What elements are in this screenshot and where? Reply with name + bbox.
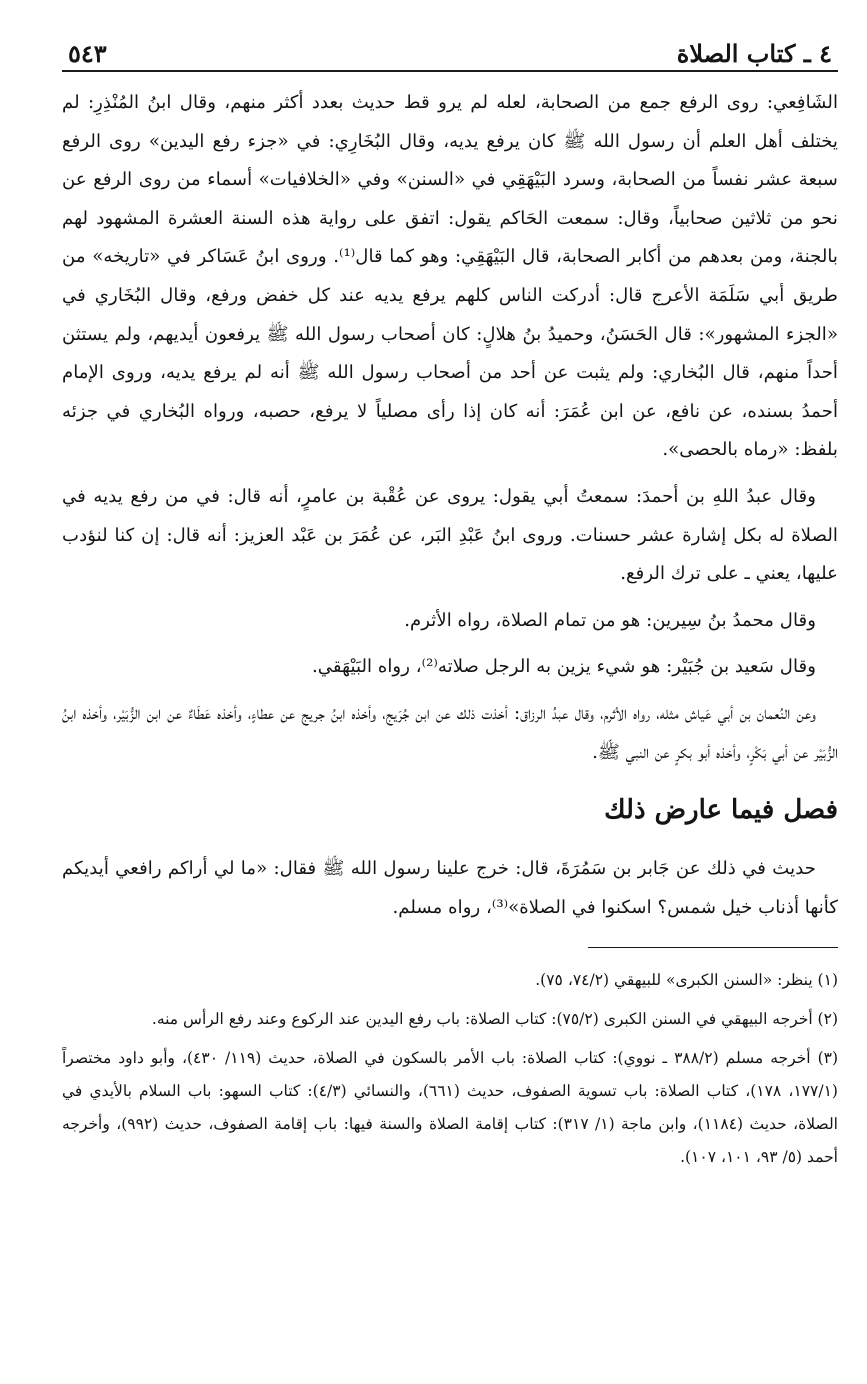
footnote: (٢) أخرجه البيهقي في السنن الكبرى (٧٥/٢): كتاب الصلاة: باب رفع اليدين عند الركوع وعند رفع الرأس منه. xyxy=(151,1010,838,1029)
paragraph: وعن النُعمان بن أبي عَياش مثله، رواه الأثرم، وقال عبدُ الرزاق: أخذت ذلك عن ابن جُرَيج، وأخذه ابنُ جريج عن عطاءٍ، وأخذه عَطَاءٌ عن ابن الزُّبَيْر، وأخذه ابنُ الزُّبَيْر عن أبي بَكْرٍ، وأخذه أبو بكرٍ عن النبي ﷺ. xyxy=(62,702,838,763)
running-header xyxy=(62,28,838,72)
page-number: ٥٤٣ xyxy=(68,39,107,68)
paragraph: الشَافِعي: روى الرفع جمع من الصحابة، لعله لم يرو قط حديث بعدد أكثر منهم، وقال ابنُ المُنْذِرِ: لم يختلف أهل العلم أن رسول الله ﷺ كان يرفع يديه، وقال البُخَارِي: في «جزء رفع اليدين» روى الرفع سبعة عشر نفساً من الصحابة، وسرد البَيْهَقِي في «السنن» وفي «الخلافيات» أسماء من روى الرفع عن نحو من ثلاثين صحابياً، وقال: سمعت الحَاكم يقول: اتفق على رواية هذه السنة العشرة المشهود لهم بالجنة، ومن بعدهم من أكابر الصحابة، قال البَيْهَقِي: وهو كما قال⁽¹⁾. وروى ابنُ عَسَاكر في «تاريخه» من طريق أبي سَلَمَة الأعرج قال: أدركت الناس كلهم يرفع يديه عند كل خفض ورفع، وقال البُخَاري في «الجزء المشهور»: قال الحَسَنُ، وحميدُ بنُ هلالٍ: كان أصحاب رسول الله ﷺ يرفعون أيديهم، ولم يستثن أحداً منهم، قال البُخاري: ولم يثبت عن أحد من أصحاب رسول الله ﷺ أنه لم يرفع يديه، وروى الإمام أحمدُ بسنده، عن نافع، عن ابن عُمَرَ: أنه كان إذا رأى مصلياً لا يرفع، حصبه، ورواه البُخاري في جزئه بلفظ: «رماه بالحصى». xyxy=(62,92,838,461)
footnote: (٣) أخرجه مسلم (٣٨٨/٢ ـ نووي): كتاب الصلاة: باب الأمر بالسكون في الصلاة، حديث (١١٩/ ٤٣٠)، وأبو داود مختصراً (١٧٧/١، ١٧٨)، كتاب الصلاة: باب تسوية الصفوف، حديث (٦٦١)، والنسائي (٤/٣): كتاب السهو: باب السلام بالأيدي في الصلاة، حديث (١١٨٤)، وابن ماجة (١/ ٣١٧): كتاب إقامة الصلاة والسنة فيها: باب إقامة الصفوف، حديث (٩٩٢)، وأخرجه أحمد (٥/ ٩٣، ١٠١، ١٠٧). xyxy=(62,1049,839,1167)
paragraph: وقال عبدُ اللهِ بن أحمدَ: سمعتُ أبي يقول: يروى عن عُقْبة بن عامرٍ، أنه قال: في من رفع يديه في الصلاة له بكل إشارة عشر حسنات. وروى ابنُ عَبْدِ البَر، عن عُمَرَ بن عَبْد العزيز: أنه قال: إن كنا لنؤدب عليها، يعني ـ على ترك الرفع. xyxy=(62,485,838,585)
paragraph: وقال سَعيد بن جُبَيْر: هو شيء يزين به الرجل صلاته⁽²⁾، رواه البَيْهَقي. xyxy=(311,656,816,678)
footnote: (١) ينظر: «السنن الكبرى» للبيهقي (٧٤/٢، ٧٥). xyxy=(535,971,838,990)
chapter-title: ٤ ـ كتاب الصلاة xyxy=(676,39,832,68)
paragraph: وقال محمدُ بنُ سِيرين: هو من تمام الصلاة، رواه الأثرم. xyxy=(404,609,816,631)
footnotes xyxy=(62,964,838,1174)
section-paragraph: حديث في ذلك عن جَابر بن سَمُرَةَ، قال: خرج علينا رسول الله ﷺ فقال: «ما لي أراكم رافعي أيديكم كأنها أذناب خيل شمس؟ اسكنوا في الصلاة»⁽³⁾، رواه مسلم. xyxy=(62,858,838,918)
footnote-divider xyxy=(588,947,838,948)
book-page xyxy=(62,28,838,1358)
section-heading: فصل فيما عارض ذلك xyxy=(604,795,838,826)
main-text xyxy=(62,84,838,927)
